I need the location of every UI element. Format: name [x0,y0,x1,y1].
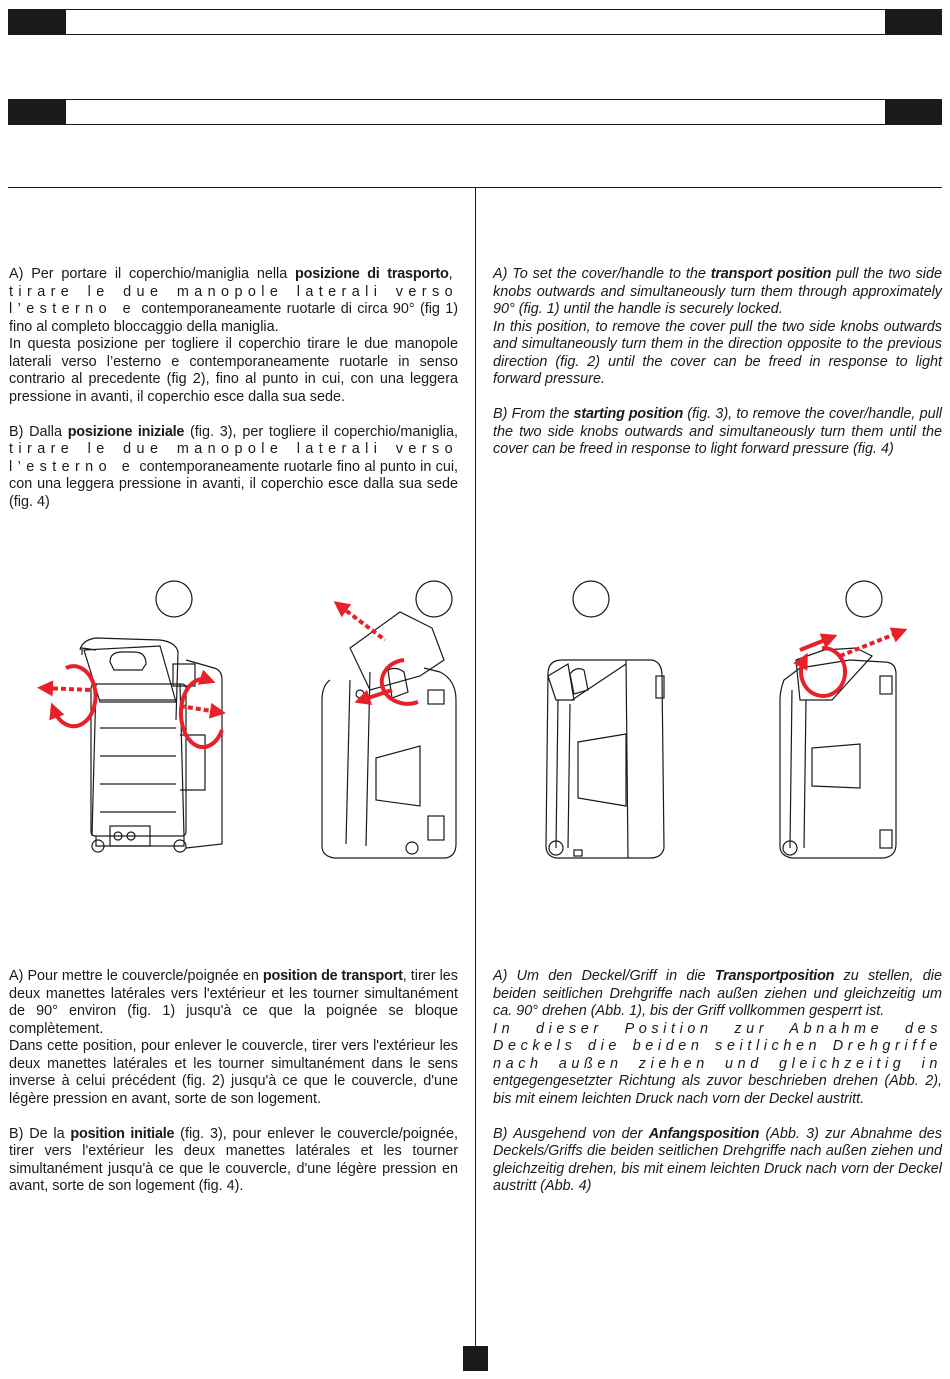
fig4-speaker-cover-removal-from-start [780,581,896,858]
french-paragraph-b: B) De la position initiale (fig. 3), pour enlever le couvercle/poignée, tirer vers l'extérieur les deux manettes latérales et les tourner simultanément jusqu'à ce que le couvercle, d'une légère pression en avant, sorte de son logement (fig. 4). [9,1125,459,1194]
italian-instructions [9,266,458,511]
italian-paragraph-a2: In questa posizione per togliere il coperchio tirare le due manopole laterali verso l’esterno e contemporaneamente ruotarle in senso contrario al precedente (fig 2), fino al punto in cui, con una leggera pressione in avanti, il coperchio esce dalla sua sede. [9,336,458,405]
header-bar-top [8,9,942,35]
italian-paragraph-b: B) Dalla posizione iniziale (fig. 3), per togliere il coperchio/maniglia, tirare le due manopole laterali verso l’esterno e contemporaneamente ruotarle fino al punto in cui, con una leggera pressione in avanti, il coperchio esce dalla sua sede (fig. 4) [9,423,459,510]
header-bar-cap-left [8,99,66,125]
english-paragraph-a2: In this position, to remove the cover pull the two side knobs outwards and simultaneously turn them in the direction opposite to the previous direction (fig. 2) until the cover can be freed in response to light forward pressure. [493,318,942,387]
header-bar-cap-right [885,99,942,125]
page-number-marker [463,1346,488,1371]
french-instructions [9,968,458,1196]
fig2-speaker-cover-removal [322,581,456,858]
fig3-speaker-starting-position [546,581,664,858]
header-bar-second [8,99,942,125]
german-paragraph-a: A) Um den Deckel/Griff in die Transportposition zu stellen, die beiden seitlichen Drehgriffe nach außen ziehen und gleichzeitig um ca. 90° drehen (Abb. 1), bis der Griff vollkommen gesperrt ist. [493,968,943,1019]
fig4-red-arrows [800,632,900,696]
french-paragraph-a: A) Pour mettre le couvercle/poignée en position de transport, tirer les deux manettes latérales vers l'extérieur et les tourner simultanément de 90° environ (fig. 1) jusqu'à ce que la poignée se bloque complètement. [9,968,458,1037]
speaker-figures [0,560,950,880]
english-paragraph-b: B) From the starting position (fig. 3), to remove the cover/handle, pull the two side knobs outwards and simultaneously turn them until the cover can be freed in response to light forward pressure (fig. 4) [493,406,942,457]
fig2-red-arrows [340,606,418,704]
german-instructions [493,968,942,1196]
header-bar-cap-left [8,9,66,35]
german-paragraph-a2: In dieser Position zur Abnahme des Deckels die beiden seitlichen Drehgriffe nach außen ziehen und gleichzeitig in entgegengesetzter Richtung als zuvor beschrieben drehen (Abb. 2), bis mit einem leichten Druck nach vorn der Deckel austritt. [493,1020,942,1107]
header-bar-cap-right [885,9,942,35]
italian-paragraph-a: A) Per portare il coperchio/maniglia nella posizione di trasporto, tirare le due manopole laterali verso l’esterno e contemporaneamente ruotarle di circa 90° (fig 1) fino al completo bloccaggio della maniglia. [9,266,459,335]
french-paragraph-a2: Dans cette position, pour enlever le couvercle, tirer vers l'extérieur les deux manettes latérales et les tourner simultanément dans le sens inverse à celui précédent (fig. 2) jusqu'à ce que le couvercle, d'une légère pression en avant, sorte de son logement. [9,1038,458,1107]
english-paragraph-a: A) To set the cover/handle to the transport position pull the two side knobs outwards and simultaneously turn them through approximately 90° (fig. 1) until the handle is securely locked. [493,266,942,317]
german-paragraph-b: B) Ausgehend von der Anfangsposition (Abb. 3) zur Abnahme des Deckels/Griffs die beiden seitlichen Drehgriffe nach außen ziehen und gleichzeitig drehen, bis mit einem leichten Druck nach vorn der Deckel austritt (Abb. 4) [493,1125,942,1194]
fig1-speaker-handle-rotation [80,581,222,852]
english-instructions [493,266,942,459]
